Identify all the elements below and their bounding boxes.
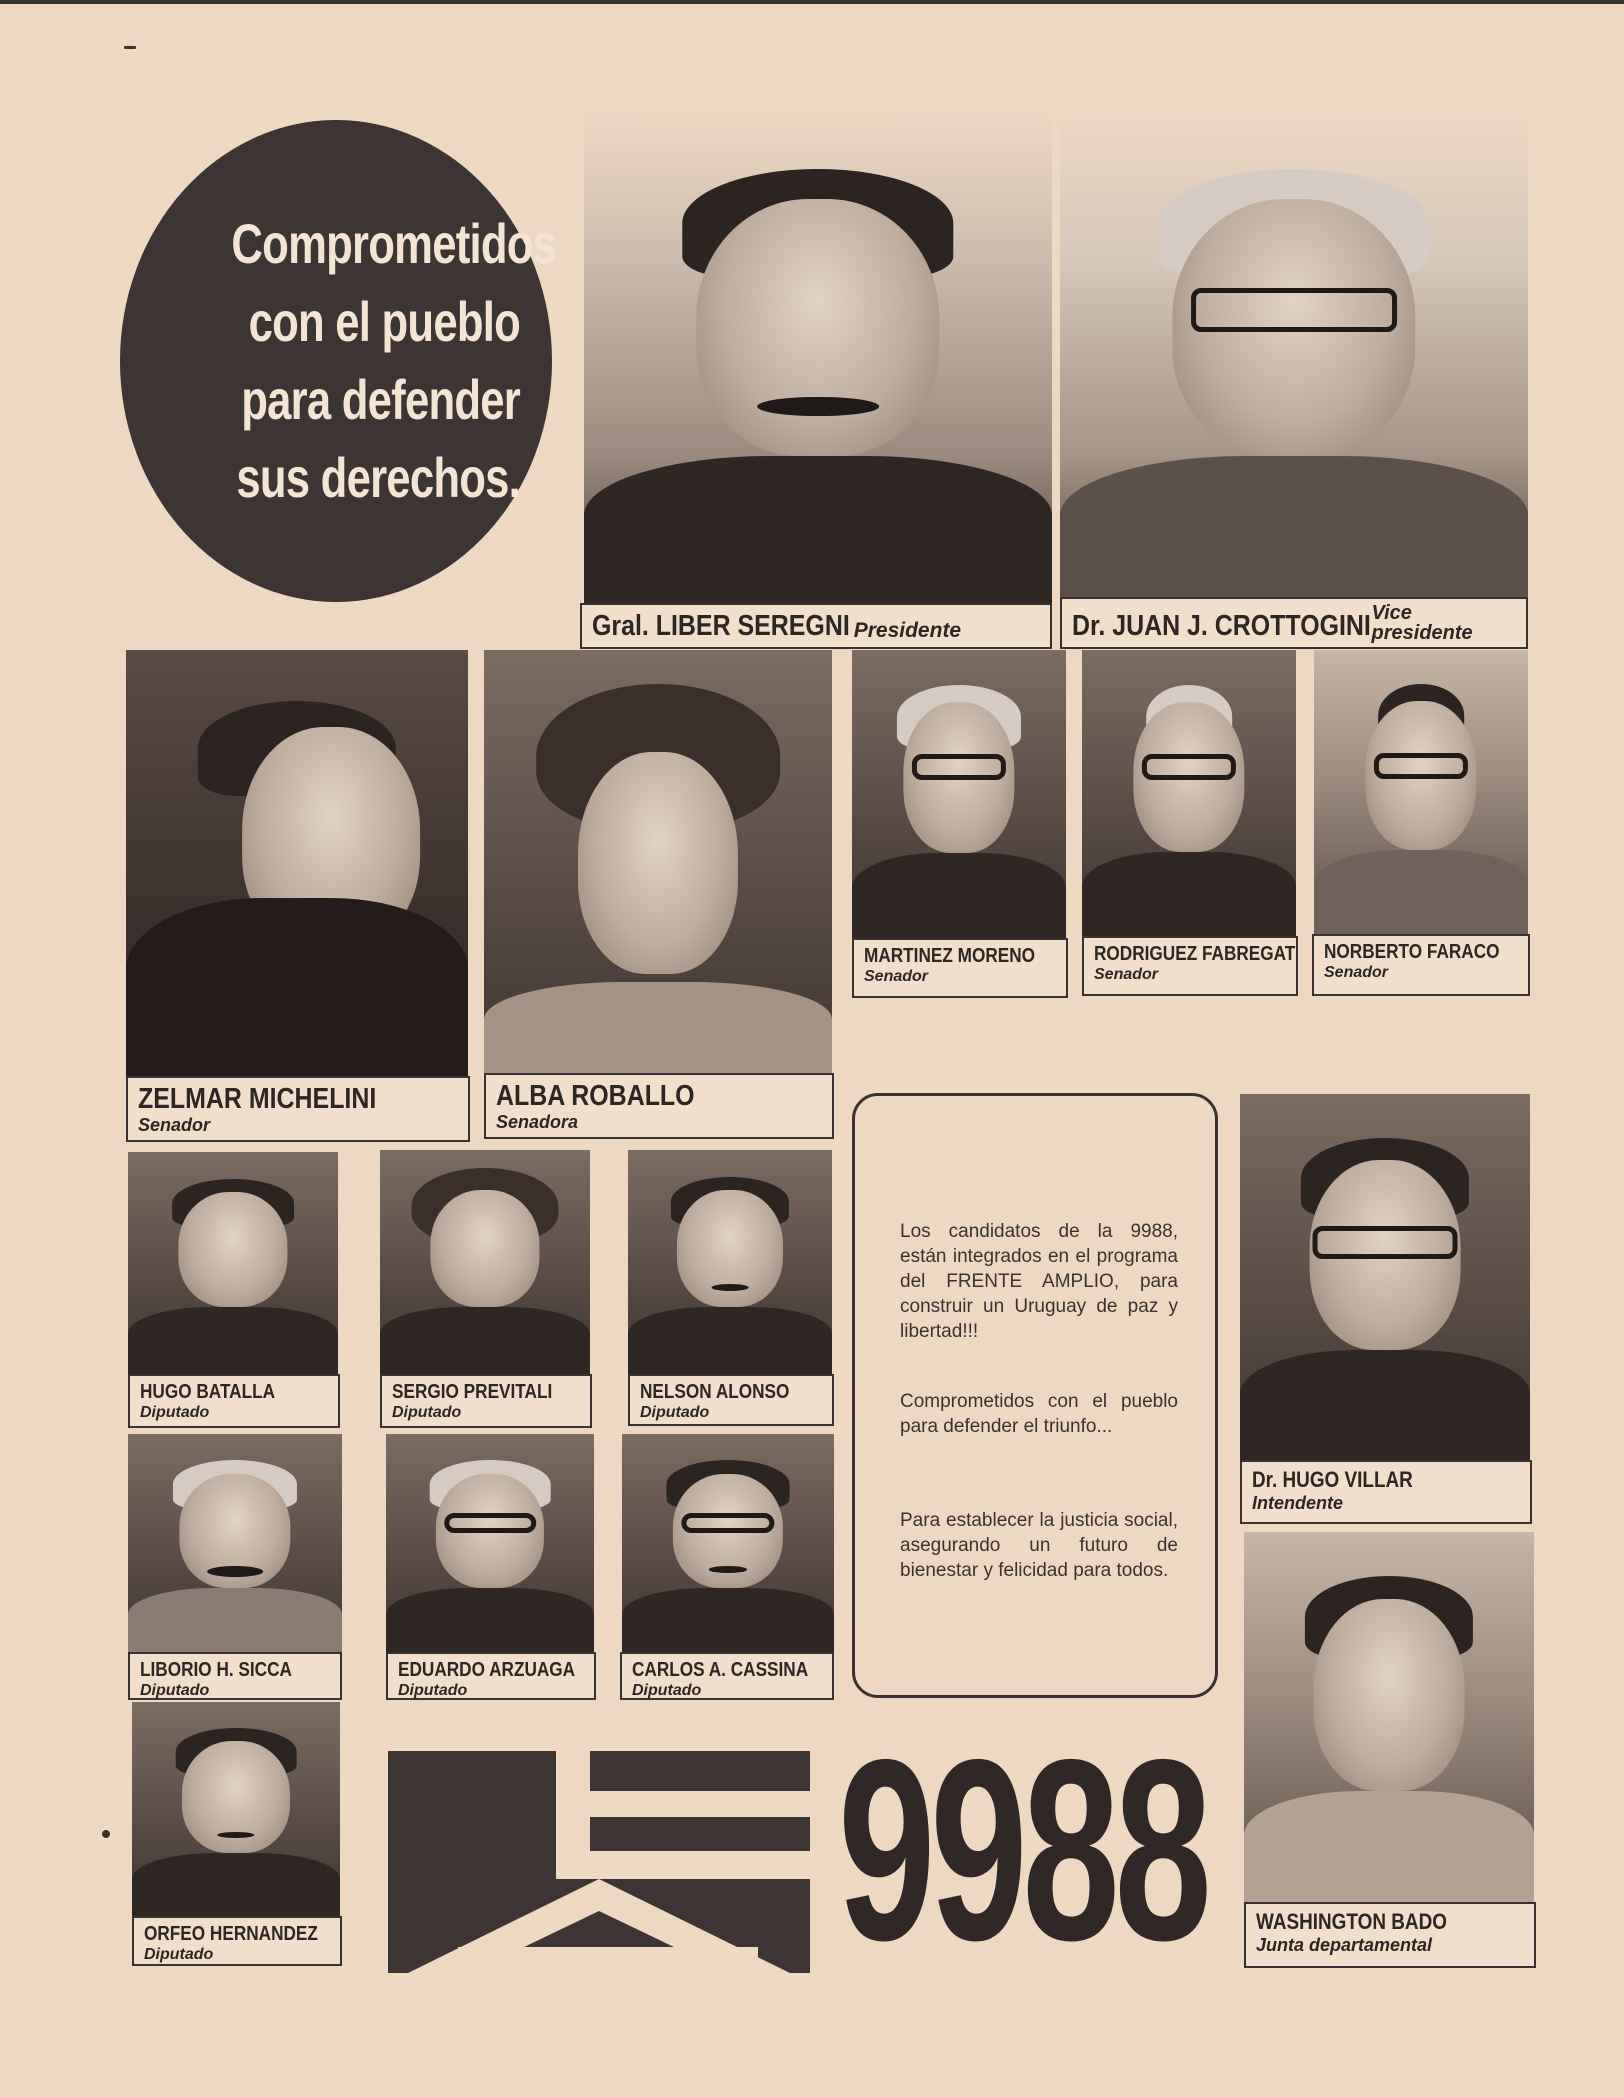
caption-senator <box>1082 936 1298 996</box>
portrait-senator <box>852 650 1066 940</box>
portrait-deputy <box>386 1434 594 1654</box>
caption-deputy <box>128 1652 342 1700</box>
portrait-board-member <box>1244 1532 1534 1902</box>
candidate-name: SERGIO PREVITALI <box>392 1381 553 1403</box>
portrait-suit <box>484 982 832 1076</box>
portrait-suit <box>622 1588 834 1654</box>
portrait-president <box>584 110 1052 604</box>
candidate-name: LIBORIO H. SICCA <box>140 1659 292 1681</box>
portrait-glasses <box>1374 753 1468 779</box>
candidate-name: RODRIGUEZ FABREGAT <box>1094 943 1296 965</box>
candidate-name: Gral. LIBER SEREGNI <box>592 610 850 642</box>
caption-deputy <box>620 1652 834 1700</box>
candidate-role: Intendente <box>1252 1493 1344 1513</box>
portrait-mustache <box>757 397 879 417</box>
portrait-mustache <box>207 1566 263 1577</box>
candidate-name: Dr. HUGO VILLAR <box>1252 1467 1413 1492</box>
portrait-suit <box>386 1588 594 1654</box>
portrait-suit <box>1244 1791 1534 1902</box>
portrait-suit <box>628 1307 832 1374</box>
portrait-vice-president <box>1060 110 1528 604</box>
portrait-suit <box>1240 1350 1530 1460</box>
list-number: 9988 <box>838 1705 1207 1994</box>
candidate-role: Diputado <box>392 1404 462 1421</box>
role-line: Vice <box>1371 602 1412 624</box>
portrait-deputy <box>128 1434 342 1654</box>
portrait-senator <box>1314 650 1528 936</box>
caption-senator <box>126 1076 470 1142</box>
print-mark <box>102 1830 110 1838</box>
portrait-suit <box>380 1307 590 1374</box>
portrait-glasses <box>681 1513 774 1533</box>
candidate-name: NORBERTO FARACO <box>1324 941 1500 963</box>
candidate-role: Diputado <box>398 1682 468 1699</box>
portrait-deputy <box>622 1434 834 1654</box>
portrait-suit <box>128 1588 342 1654</box>
statement-paragraph: Comprometidos con el pueblo para defender el triunfo... <box>900 1391 1178 1437</box>
caption-vice-president <box>1060 597 1528 649</box>
portrait-suit <box>852 853 1066 940</box>
slogan-line: con el pueblo <box>248 290 520 353</box>
candidate-name: ORFEO HERNANDEZ <box>144 1923 318 1945</box>
portrait-glasses <box>444 1513 536 1533</box>
portrait-glasses <box>1142 754 1236 780</box>
portrait-deputy <box>628 1150 832 1374</box>
candidate-role: Senador <box>1094 966 1159 983</box>
portrait-face <box>578 752 738 974</box>
portrait-suit <box>1082 852 1296 938</box>
candidate-name: Dr. JUAN J. CROTTOGINI <box>1072 610 1371 642</box>
portrait-suit <box>1314 850 1528 936</box>
portrait-senator <box>126 650 468 1078</box>
statement-paragraph: Los candidatos de la 9988, están integrados en el programa del FRENTE AMPLIO, para construir un Uruguay de paz y libertad!!! <box>900 1221 1178 1342</box>
caption-deputy <box>628 1374 834 1426</box>
portrait-face <box>430 1190 539 1306</box>
portrait-glasses <box>1191 288 1397 332</box>
portrait-senator <box>1082 650 1296 938</box>
portrait-glasses <box>1313 1226 1458 1259</box>
candidate-name: ZELMAR MICHELINI <box>138 1083 377 1115</box>
candidate-name: CARLOS A. CASSINA <box>632 1659 809 1681</box>
candidate-role: Junta departamental <box>1256 1935 1433 1955</box>
portrait-deputy <box>132 1702 340 1918</box>
statement-paragraph: Para establecer la justicia social, asegurando un futuro de bienestar y felicidad para todos. <box>900 1510 1178 1581</box>
slogan-line: Comprometidos <box>231 212 557 275</box>
portrait-face <box>696 199 939 456</box>
caption-deputy <box>132 1916 342 1966</box>
portrait-mustache <box>709 1566 747 1573</box>
role-line: presidente <box>1371 622 1473 644</box>
candidate-role: Senador <box>1324 964 1389 981</box>
portrait-face <box>1314 1599 1465 1791</box>
candidate-name: NELSON ALONSO <box>640 1381 790 1403</box>
caption-senator <box>484 1073 834 1139</box>
portrait-mustache <box>712 1284 749 1291</box>
caption-mayor <box>1240 1460 1532 1524</box>
caption-deputy <box>386 1652 596 1700</box>
portrait-suit <box>132 1853 340 1918</box>
candidate-role: Diputado <box>640 1404 710 1421</box>
candidate-role: Senador <box>864 968 929 985</box>
print-mark <box>124 46 136 49</box>
statement-box <box>852 1093 1218 1698</box>
candidate-role: Senadora <box>496 1112 579 1132</box>
portrait-face <box>178 1192 287 1307</box>
portrait-senator <box>484 650 832 1076</box>
candidate-name: ALBA ROBALLO <box>496 1080 695 1112</box>
candidate-name: EDUARDO ARZUAGA <box>398 1659 576 1681</box>
caption-president <box>580 603 1052 649</box>
portrait-suit <box>128 1307 338 1374</box>
portrait-glasses <box>912 754 1006 780</box>
caption-deputy <box>128 1374 340 1428</box>
candidate-role: Diputado <box>144 1946 214 1963</box>
candidate-role: Senador <box>138 1115 211 1135</box>
frente-amplio-logo <box>388 1751 810 1973</box>
portrait-suit <box>126 898 468 1078</box>
portrait-suit <box>584 456 1052 604</box>
slogan-line: para defender <box>241 368 520 431</box>
candidate-role: Diputado <box>632 1682 702 1699</box>
slogan-line: sus derechos. <box>236 446 520 509</box>
candidate-name: HUGO BATALLA <box>140 1381 276 1403</box>
candidate-role: Diputado <box>140 1682 210 1699</box>
candidate-name: WASHINGTON BADO <box>1256 1909 1447 1934</box>
caption-senator <box>852 938 1068 998</box>
candidate-name: MARTINEZ MORENO <box>864 945 1036 967</box>
slogan-text <box>231 205 557 517</box>
portrait-mayor <box>1240 1094 1530 1460</box>
candidate-role: Presidente <box>853 619 962 642</box>
caption-deputy <box>380 1374 592 1428</box>
portrait-deputy <box>380 1150 590 1374</box>
caption-senator <box>1312 934 1530 996</box>
portrait-deputy <box>128 1152 338 1374</box>
candidate-role <box>1372 603 1473 643</box>
candidate-role: Diputado <box>140 1404 210 1421</box>
frente-amplio-emblem-icon <box>388 1751 810 1973</box>
paper-top-edge <box>0 0 1624 4</box>
portrait-suit <box>1060 456 1528 604</box>
caption-board-member <box>1244 1902 1536 1968</box>
